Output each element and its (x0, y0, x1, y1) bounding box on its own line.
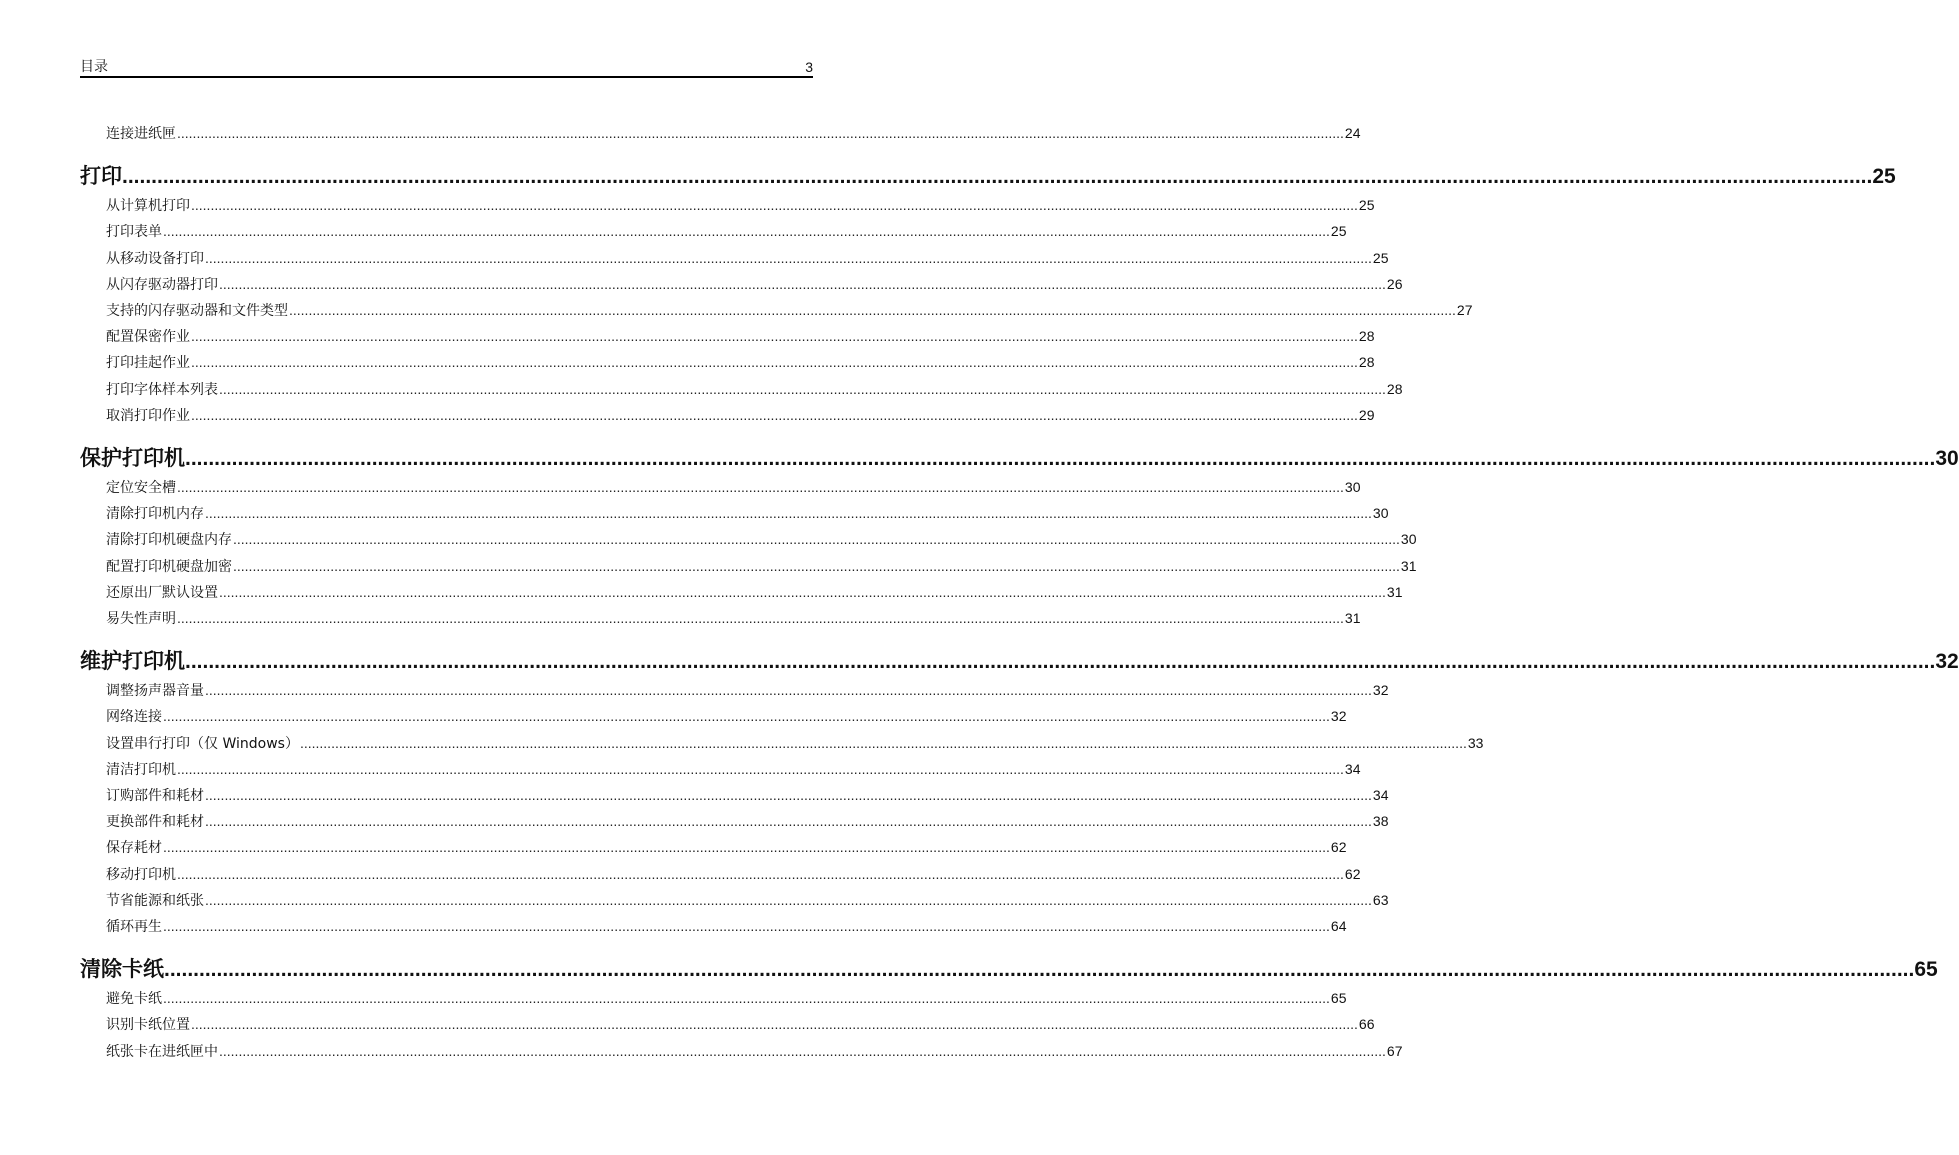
dot-leader: ............................................................................................................................................................................................................................................................................................................ (185, 447, 1936, 470)
toc-entry[interactable] (106, 124, 1361, 142)
toc-chapter-entry[interactable] (80, 955, 1938, 983)
toc-entry-page-number: 29 (1358, 406, 1375, 423)
toc-entry-page-number: 32 (1330, 708, 1347, 725)
dot-leader: ............................................................................................................................................................................................................................................................................................................ (177, 760, 1344, 777)
toc-entry[interactable] (106, 222, 1347, 241)
dot-leader: ............................................................................................................................................................................................................................................................................................................ (205, 891, 1372, 908)
dot-leader: ............................................................................................................................................................................................................................................................................................................ (191, 354, 1358, 371)
dot-leader: ............................................................................................................................................................................................................................................................................................................ (205, 682, 1372, 699)
toc-entry-page-number: 31 (1400, 557, 1417, 574)
toc-entry[interactable] (106, 917, 1347, 935)
header-page-number: 3 (805, 59, 813, 75)
dot-leader: ............................................................................................................................................................................................................................................................................................................ (219, 1042, 1386, 1059)
dot-leader: ............................................................................................................................................................................................................................................................................................................ (163, 990, 1330, 1007)
dot-leader: ............................................................................................................................................................................................................................................................................................................ (191, 328, 1358, 345)
toc-entry[interactable] (106, 504, 1389, 523)
toc-entry-title: 订购部件和耗材 (106, 788, 204, 804)
toc-entry[interactable] (106, 530, 1417, 549)
dot-leader: ............................................................................................................................................................................................................................................................................................................ (185, 650, 1936, 674)
toc-entry-title: 配置保密作业 (106, 329, 190, 346)
toc-entry-title: 识别卡纸位置 (106, 1017, 190, 1034)
toc-entry-page-number: 28 (1386, 380, 1403, 397)
dot-leader: ............................................................................................................................................................................................................................................................................................................ (191, 406, 1358, 423)
toc-entry-title: 打印字体样本列表 (106, 381, 218, 398)
toc-entry[interactable] (106, 249, 1389, 267)
toc-entry-page-number: 34 (1372, 787, 1389, 803)
toc-entry-page-number: 31 (1344, 610, 1361, 626)
toc-chapter-title: 清除卡纸 (80, 957, 164, 982)
toc-entry-title: 取消打印作业 (106, 407, 190, 424)
dot-leader: ............................................................................................................................................................................................................................................................................................................ (219, 275, 1386, 292)
dot-leader: ............................................................................................................................................................................................................................................................................................................ (177, 610, 1344, 626)
dot-leader: ............................................................................................................................................................................................................................................................................................................ (205, 787, 1372, 803)
toc-entry-page-number: 30 (1344, 479, 1361, 495)
toc-entry-page-number: 25 (1358, 197, 1375, 214)
toc-entry-page-number: 63 (1372, 891, 1389, 908)
toc-entry[interactable] (106, 478, 1361, 496)
toc-entry-page-number: 25 (1330, 223, 1347, 240)
toc-entry-title: 打印表单 (106, 224, 162, 241)
toc-entry[interactable] (106, 812, 1389, 831)
dot-leader: ............................................................................................................................................................................................................................................................................................................ (205, 505, 1372, 522)
toc-entry-page-number: 33 (1467, 734, 1484, 751)
toc-chapter-page-number: 32 (1935, 650, 1959, 674)
toc-entry-page-number: 26 (1386, 275, 1403, 292)
toc-entry-title: 清洁打印机 (106, 761, 176, 778)
dot-leader: ............................................................................................................................................................................................................................................................................................................ (233, 531, 1400, 548)
toc-entry-page-number: 24 (1344, 125, 1361, 141)
toc-entry[interactable] (106, 353, 1375, 372)
toc-entry[interactable] (106, 707, 1347, 726)
dot-leader: ............................................................................................................................................................................................................................................................................................................ (191, 1016, 1358, 1033)
dot-leader: ............................................................................................................................................................................................................................................................................................................ (205, 249, 1372, 266)
toc-entry-page-number: 67 (1386, 1042, 1403, 1059)
toc-entry[interactable] (106, 760, 1361, 778)
toc-entry[interactable] (106, 609, 1361, 627)
toc-entry[interactable] (106, 380, 1403, 398)
toc-chapter-entry[interactable] (80, 647, 1959, 675)
toc-entry[interactable] (106, 681, 1389, 700)
dot-leader: ............................................................................................................................................................................................................................................................................................................ (219, 380, 1386, 397)
toc-entry-title: 网络连接 (106, 709, 162, 726)
toc-entry-title: 节省能源和纸张 (106, 892, 204, 909)
toc-entry[interactable] (106, 838, 1347, 857)
page-header (80, 58, 813, 78)
toc-entry[interactable] (106, 196, 1375, 215)
toc-entry[interactable] (106, 734, 1484, 752)
toc-entry-page-number: 34 (1344, 760, 1361, 777)
toc-entry-title: 保存耗材 (106, 840, 162, 857)
toc-entry-title: 从移动设备打印 (106, 250, 204, 267)
toc-entry-page-number: 62 (1330, 839, 1347, 856)
toc-entry-title: 调整扬声器音量 (106, 683, 204, 700)
toc-entry[interactable] (106, 786, 1389, 804)
toc-entry-title: 更换部件和耗材 (106, 814, 204, 831)
dot-leader: ............................................................................................................................................................................................................................................................................................................ (299, 734, 1467, 751)
toc-entry[interactable] (106, 989, 1347, 1008)
toc-chapter-page-number: 65 (1914, 958, 1938, 982)
dot-leader: ............................................................................................................................................................................................................................................................................................................ (163, 708, 1330, 725)
toc-entry[interactable] (106, 865, 1361, 883)
toc-entry-title: 配置打印机硬盘加密 (106, 558, 232, 575)
toc-entry[interactable] (106, 1042, 1403, 1060)
toc-entry-page-number: 27 (1456, 302, 1473, 318)
toc-entry-title: 易失性声明 (106, 611, 176, 627)
toc-entry-title: 连接进纸匣 (106, 126, 176, 142)
dot-leader: ............................................................................................................................................................................................................................................................................................................ (163, 918, 1330, 934)
toc-entry-page-number: 28 (1358, 328, 1375, 345)
header-title: 目录 (80, 59, 108, 75)
toc-entry[interactable] (106, 557, 1417, 575)
dot-leader: ............................................................................................................................................................................................................................................................................................................ (233, 557, 1400, 574)
toc-entry-title: 支持的闪存驱动器和文件类型 (106, 303, 288, 319)
toc-entry[interactable] (106, 406, 1375, 424)
toc-chapter-title: 打印 (80, 164, 122, 189)
toc-entry[interactable] (106, 1015, 1375, 1034)
toc-entry-title: 设置串行打印（仅 Windows） (106, 735, 299, 752)
dot-leader: ............................................................................................................................................................................................................................................................................................................ (122, 165, 1873, 189)
toc-entry-title: 从闪存驱动器打印 (106, 276, 218, 293)
toc-entry-title: 循环再生 (106, 919, 162, 935)
toc-entry-title: 移动打印机 (106, 866, 176, 883)
toc-entry-page-number: 31 (1386, 583, 1403, 600)
dot-leader: ............................................................................................................................................................................................................................................................................................................ (177, 479, 1344, 495)
dot-leader: ............................................................................................................................................................................................................................................................................................................ (205, 813, 1372, 830)
toc-entry-page-number: 32 (1372, 682, 1389, 699)
dot-leader: ............................................................................................................................................................................................................................................................................................................ (289, 302, 1456, 318)
toc-entry-page-number: 30 (1372, 505, 1389, 522)
toc-entry-title: 避免卡纸 (106, 991, 162, 1008)
toc-entry-page-number: 25 (1372, 249, 1389, 266)
toc-entry-title: 清除打印机内存 (106, 506, 204, 523)
toc-entry[interactable] (106, 275, 1403, 293)
toc-entry-page-number: 38 (1372, 813, 1389, 830)
toc-chapter-page-number: 25 (1872, 165, 1896, 189)
toc-entry-page-number: 62 (1344, 865, 1361, 882)
toc-entry-title: 清除打印机硬盘内存 (106, 532, 232, 549)
dot-leader: ............................................................................................................................................................................................................................................................................................................ (177, 125, 1344, 141)
toc-entry-page-number: 66 (1358, 1016, 1375, 1033)
toc-entry-page-number: 64 (1330, 918, 1347, 934)
dot-leader: ............................................................................................................................................................................................................................................................................................................ (163, 223, 1330, 240)
toc-entry-title: 还原出厂默认设置 (106, 584, 218, 601)
toc-entry[interactable] (106, 301, 1473, 319)
dot-leader: ............................................................................................................................................................................................................................................................................................................ (219, 583, 1386, 600)
toc-entry-title: 从计算机打印 (106, 198, 190, 215)
toc-entry-page-number: 30 (1400, 531, 1417, 548)
toc-entry-page-number: 28 (1358, 354, 1375, 371)
toc-entry-page-number: 65 (1330, 990, 1347, 1007)
toc-entry-title: 定位安全槽 (106, 480, 176, 496)
dot-leader: ............................................................................................................................................................................................................................................................................................................ (163, 839, 1330, 856)
toc-entry[interactable] (106, 583, 1403, 601)
dot-leader: ............................................................................................................................................................................................................................................................................................................ (191, 197, 1358, 214)
toc-entry-title: 打印挂起作业 (106, 355, 190, 372)
toc-chapter-entry[interactable] (80, 162, 1896, 190)
toc-chapter-entry[interactable] (80, 444, 1959, 472)
toc-entry[interactable] (106, 327, 1375, 346)
toc-chapter-page-number: 30 (1935, 447, 1959, 470)
dot-leader: ............................................................................................................................................................................................................................................................................................................ (177, 865, 1344, 882)
toc-chapter-title: 保护打印机 (80, 446, 185, 470)
dot-leader: ............................................................................................................................................................................................................................................................................................................ (164, 958, 1915, 982)
toc-entry[interactable] (106, 891, 1389, 909)
toc-entry-title: 纸张卡在进纸匣中 (106, 1043, 218, 1060)
toc-chapter-title: 维护打印机 (80, 649, 185, 674)
